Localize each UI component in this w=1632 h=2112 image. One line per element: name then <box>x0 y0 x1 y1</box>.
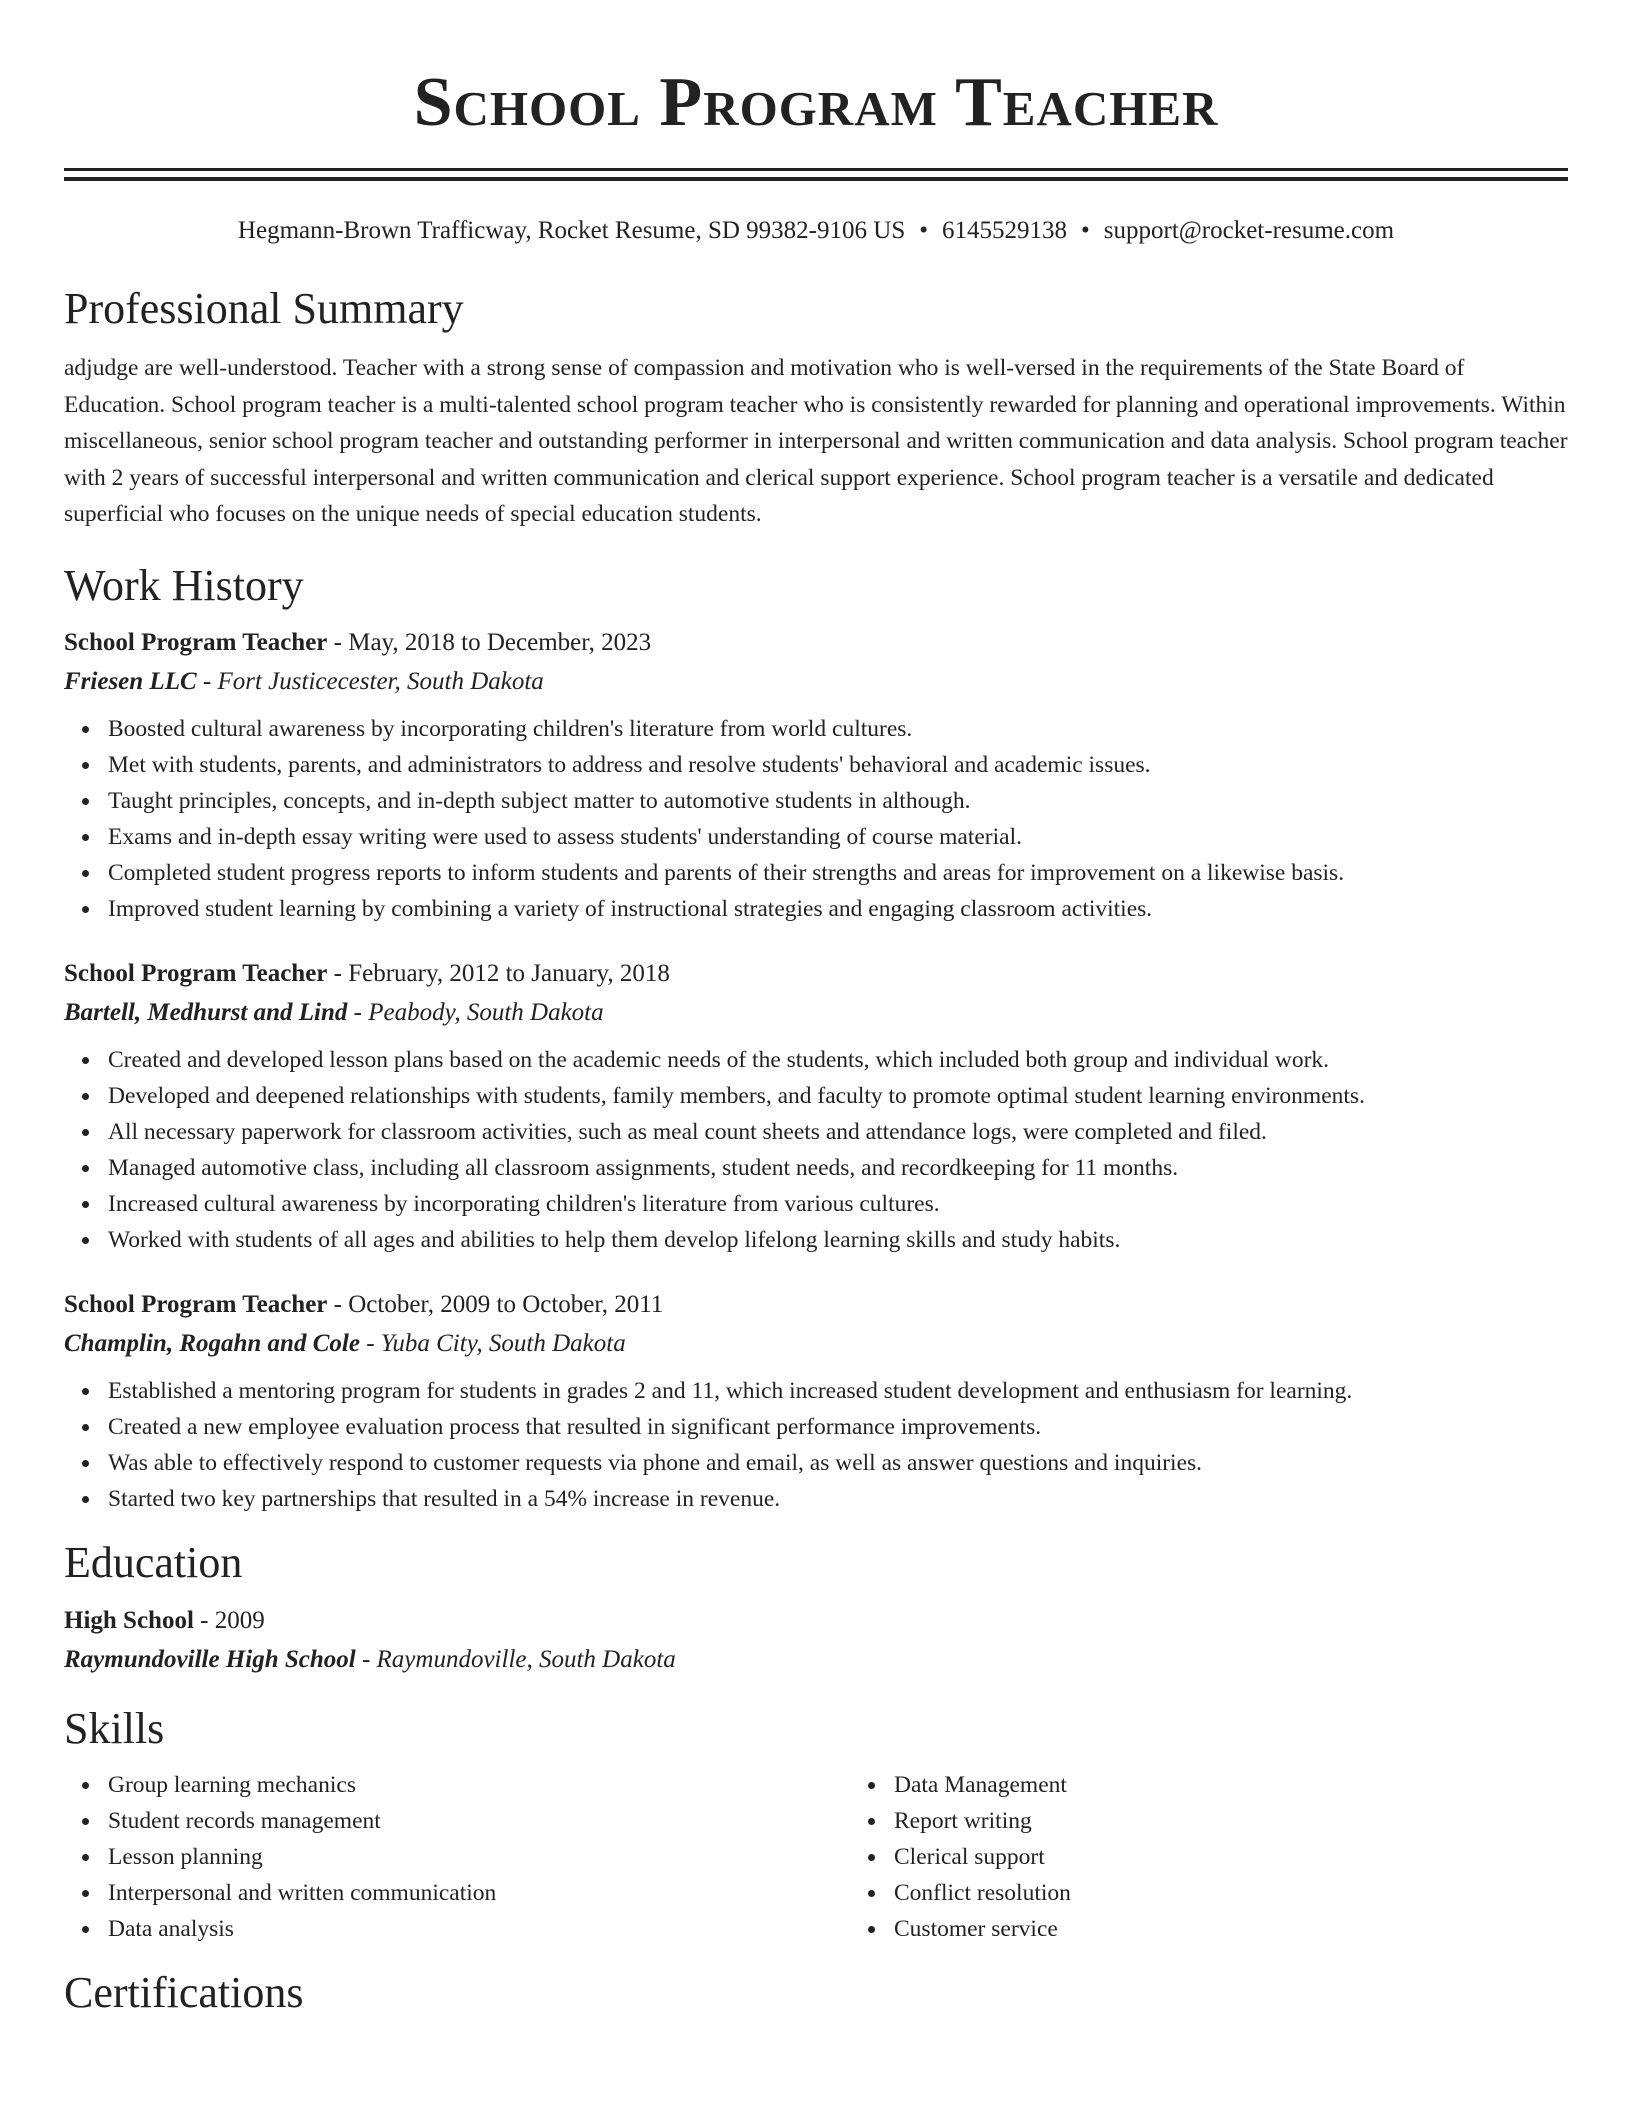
skills-left-list <box>64 1767 850 1947</box>
contact-address: Hegmann-Brown Trafficway, Rocket Resume, SD 99382-9106 US <box>237 217 906 244</box>
list-item: Increased cultural awareness by incorporating children's literature from various cultures. <box>108 1186 1568 1222</box>
job-title-line <box>64 954 1568 993</box>
company-line <box>64 993 1568 1032</box>
certifications-heading: Certifications <box>64 1967 304 2017</box>
list-item: Improved student learning by combining a variety of instructional strategies and engaging classroom activities. <box>108 891 1568 927</box>
list-item: Developed and deepened relationships with students, family members, and faculty to promote optimal student learning environments. <box>108 1078 1568 1114</box>
skill-item: Data Management <box>894 1767 1594 1803</box>
skills-heading: Skills <box>64 1703 165 1753</box>
contact-email: support@rocket-resume.com <box>1103 217 1395 244</box>
list-item: Exams and in-depth essay writing were used to assess students' understanding of course material. <box>108 819 1568 855</box>
spacer <box>64 1258 1568 1285</box>
list-item: Created a new employee evaluation process that resulted in significant performance improvements. <box>108 1409 1568 1445</box>
list-item: Managed automotive class, including all classroom assignments, student needs, and recordkeeping for 11 months. <box>108 1150 1568 1186</box>
school-name: Raymundoville High School <box>64 1645 356 1673</box>
degree: High School <box>64 1606 194 1634</box>
resume-title: School Program Teacher <box>413 64 1219 141</box>
skill-item: Conflict resolution <box>894 1875 1594 1911</box>
job-entry <box>64 623 1568 927</box>
skill-item: Data analysis <box>108 1911 850 1947</box>
contact-separator: • <box>919 217 928 244</box>
education-entry <box>64 1601 1568 1679</box>
job-entry <box>64 1285 1568 1517</box>
skill-item: Interpersonal and written communication <box>108 1875 850 1911</box>
list-item: Established a mentoring program for students in grades 2 and 11, which increased student development and enthusiasm for learning. <box>108 1373 1568 1409</box>
job-bullets <box>64 1373 1568 1517</box>
list-item: Completed student progress reports to inform students and parents of their strengths and areas for improvement on a likewise basis. <box>108 855 1568 891</box>
job-dates: - May, 2018 to December, 2023 <box>327 628 652 656</box>
job-dates: - February, 2012 to January, 2018 <box>327 959 670 987</box>
skill-item: Customer service <box>894 1911 1594 1947</box>
contact-separator: • <box>1081 217 1090 244</box>
graduation-year: - 2009 <box>193 1606 265 1634</box>
contact-phone: 6145529138 <box>942 217 1067 244</box>
job-title-line <box>64 1285 1568 1324</box>
contact-line <box>64 215 1568 247</box>
summary-heading: Professional Summary <box>64 284 464 333</box>
company-line <box>64 1324 1568 1363</box>
summary-text: adjudge are well-understood. Teacher with a strong sense of compassion and motivation who is well-versed in the requirements of the State Board of Education. School program teacher is a multi-talented school program teacher who is consistently rewarded for planning and operational improvements. Within miscellaneous, senior school program teacher and outstanding performer in interpersonal and written communication and data analysis. School program teacher with 2 years of successful interpersonal and written communication and clerical support experience. School program teacher is a versatile and dedicated superficial who focuses on the unique needs of special education students. <box>64 355 1568 527</box>
skill-item: Clerical support <box>894 1839 1594 1875</box>
company-line <box>64 662 1568 701</box>
list-item: Worked with students of all ages and abilities to help them develop lifelong learning skills and study habits. <box>108 1222 1568 1258</box>
skills-columns <box>64 1767 1568 1947</box>
job-bullets <box>64 1042 1568 1258</box>
company-name: Friesen LLC <box>64 667 197 695</box>
company-location: - Peabody, South Dakota <box>347 998 604 1026</box>
skill-item: Lesson planning <box>108 1839 850 1875</box>
school-line <box>64 1640 1568 1679</box>
school-location: - Raymundoville, South Dakota <box>355 1645 676 1673</box>
company-location: - Yuba City, South Dakota <box>359 1329 626 1357</box>
list-item: Started two key partnerships that resulted in a 54% increase in revenue. <box>108 1481 1568 1517</box>
company-location: - Fort Justicecester, South Dakota <box>196 667 544 695</box>
skills-right-list <box>850 1767 1594 1947</box>
job-entry <box>64 954 1568 1258</box>
company-name: Bartell, Medhurst and Lind <box>64 998 348 1026</box>
title-divider <box>64 168 1568 181</box>
resume-page <box>64 0 1568 2021</box>
job-bullets <box>64 711 1568 927</box>
company-name: Champlin, Rogahn and Cole <box>64 1329 360 1357</box>
work-history-heading: Work History <box>64 560 304 610</box>
list-item: Created and developed lesson plans based on the academic needs of the students, which included both group and individual work. <box>108 1042 1568 1078</box>
job-title: School Program Teacher <box>64 628 328 656</box>
job-title: School Program Teacher <box>64 1290 328 1318</box>
skill-item: Student records management <box>108 1803 850 1839</box>
list-item: Met with students, parents, and administrators to address and resolve students' behavioral and academic issues. <box>108 747 1568 783</box>
job-dates: - October, 2009 to October, 2011 <box>327 1290 664 1318</box>
education-heading: Education <box>64 1537 243 1587</box>
list-item: Was able to effectively respond to customer requests via phone and email, as well as answer questions and inquiries. <box>108 1445 1568 1481</box>
skill-item: Report writing <box>894 1803 1594 1839</box>
spacer <box>64 927 1568 954</box>
list-item: Taught principles, concepts, and in-depth subject matter to automotive students in although. <box>108 783 1568 819</box>
job-title-line <box>64 623 1568 662</box>
degree-line <box>64 1601 1568 1640</box>
list-item: Boosted cultural awareness by incorporating children's literature from world cultures. <box>108 711 1568 747</box>
skill-item: Group learning mechanics <box>108 1767 850 1803</box>
job-title: School Program Teacher <box>64 959 328 987</box>
list-item: All necessary paperwork for classroom activities, such as meal count sheets and attendance logs, were completed and filed. <box>108 1114 1568 1150</box>
